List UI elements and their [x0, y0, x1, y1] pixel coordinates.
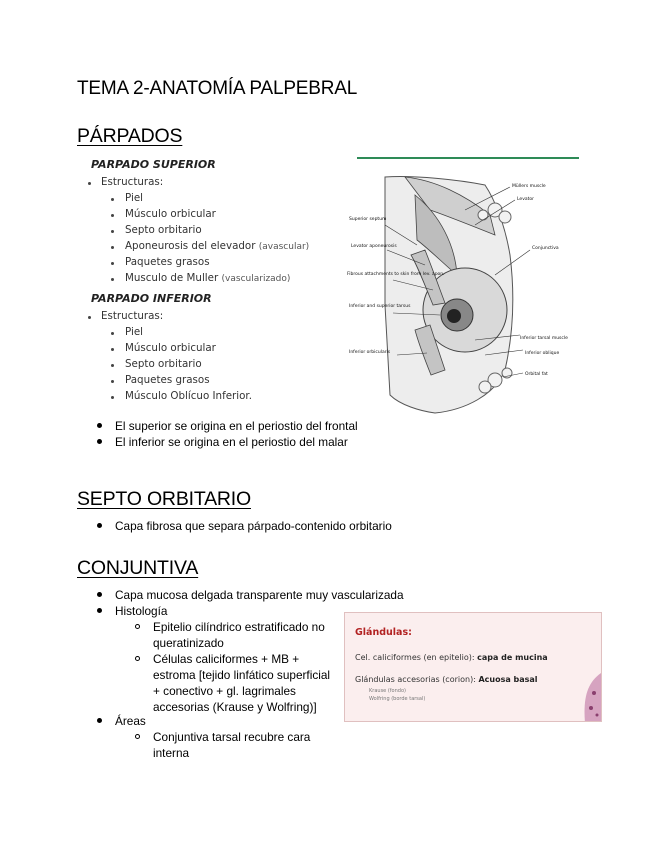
bullet: [88, 182, 91, 185]
histologia-item-2-line3: + conectivo + gl. lagrimales: [153, 684, 296, 698]
label-conjunctiva: Conjunctiva: [532, 246, 559, 251]
bullet: [111, 348, 114, 351]
label-superior-septum: Superior septum: [349, 217, 387, 222]
sub-bullet: [135, 656, 140, 661]
label-inferior-orbicularis: Inferior orbicularis: [349, 350, 391, 355]
label-levator: Levator: [517, 197, 534, 202]
superior-item: Paquetes grasos: [125, 256, 210, 268]
glandulas-line-2: [355, 675, 538, 684]
section-heading-parpados: PÁRPADOS: [77, 125, 183, 147]
glandulas-line-2-text: Glándulas accesorias (corion):: [355, 675, 479, 684]
glandulas-line-3: Krause (fondo): [369, 688, 406, 694]
label-orbital-fat: Orbital fat: [525, 372, 548, 377]
histology-image-corner: [579, 673, 601, 722]
bullet: [97, 592, 102, 597]
label-fibrous: Fibrous attachments to skin from lev. apon.: [347, 272, 445, 277]
superior-item: Músculo orbicular: [125, 208, 216, 220]
glandulas-line-2-bold: Acuosa basal: [478, 675, 538, 684]
label-muller: Müllers muscle: [512, 184, 546, 189]
areas-item-1-line2: interna: [153, 746, 190, 760]
histologia-item-2-line1: Células caliciformes + MB +: [153, 652, 300, 666]
glandulas-title: Glándulas:: [355, 627, 412, 638]
histologia-item-1-line2: queratinizado: [153, 636, 224, 650]
areas-item-1-line1: Conjuntiva tarsal recubre cara: [153, 730, 311, 744]
bullet: [111, 246, 114, 249]
section-heading-septo: SEPTO ORBITARIO: [77, 488, 251, 510]
histologia-item-2-line2: estroma [tejido linfático superficial: [153, 668, 331, 682]
glandulas-line-1-bold: capa de mucina: [477, 653, 548, 662]
estructuras-label: Estructuras:: [101, 176, 164, 188]
bullet: [111, 364, 114, 367]
bullet: [111, 198, 114, 201]
inferior-item: Músculo orbicular: [125, 342, 216, 354]
conjuntiva-bullet-histologia: Histología: [115, 604, 168, 618]
inferior-item: Septo orbitario: [125, 358, 202, 370]
avascular-note: (avascular): [258, 242, 310, 252]
sub-bullet: [135, 624, 140, 629]
superior-heading: PARPADO SUPERIOR: [91, 158, 216, 171]
bullet: [97, 523, 102, 528]
superior-item-text: Aponeurosis del elevador: [125, 240, 256, 252]
label-inferior-tarsal: Inferior tarsal muscle: [520, 336, 568, 341]
glandulas-line-1: [355, 653, 548, 662]
histologia-item-1-line1: Epitelio cilíndrico estratificado no: [153, 620, 325, 634]
bullet: [97, 423, 102, 428]
superior-item-muller: [125, 272, 290, 284]
superior-item: Piel: [125, 192, 144, 204]
bullet: [88, 316, 91, 319]
bullet: [111, 380, 114, 383]
bullet: [111, 332, 114, 335]
bullet: [97, 608, 102, 613]
label-levator-aponeurosis: Levator aponeurosis: [351, 244, 397, 249]
inferior-item: Paquetes grasos: [125, 374, 210, 386]
sub-bullet: [135, 734, 140, 739]
eyelid-anatomy-figure: [345, 155, 581, 417]
inferior-item: Músculo Oblícuo Inferior.: [125, 390, 252, 402]
parpados-bullet-1: El superior se origina en el periostio del frontal: [115, 419, 358, 433]
parpados-bullet-2: El inferior se origina en el periostio del malar: [115, 435, 348, 449]
label-inferior-oblique: Inferior oblique: [525, 351, 560, 356]
inferior-heading: PARPADO INFERIOR: [91, 292, 212, 305]
bullet: [111, 230, 114, 233]
glandulas-line-4: Wolfring (borde tarsal): [369, 696, 426, 702]
septo-bullet-1: Capa fibrosa que separa párpado-contenido orbitario: [115, 519, 392, 533]
bullet: [111, 278, 114, 281]
conjuntiva-bullet-1: Capa mucosa delgada transparente muy vascularizada: [115, 588, 404, 602]
glandulas-line-1-text: Cel. caliciformes (en epitelio):: [355, 653, 478, 662]
superior-item: Septo orbitario: [125, 224, 202, 236]
bullet: [111, 214, 114, 217]
bullet: [97, 439, 102, 444]
conjuntiva-bullet-areas: Áreas: [115, 714, 146, 728]
label-inferior-superior-tarsus: Inferior and superior tarsus: [349, 304, 411, 309]
bullet: [111, 262, 114, 265]
estructuras-label: Estructuras:: [101, 310, 164, 322]
eyelid-cross-section-drawing: [345, 155, 581, 417]
superior-item-text: Musculo de Muller: [125, 272, 219, 284]
histologia-item-2-line4: accesorias (Krause y Wolfring)]: [153, 700, 317, 714]
vascularizado-note: (vascularizado): [221, 274, 291, 284]
section-heading-conjuntiva: CONJUNTIVA: [77, 557, 199, 579]
page-title: TEMA 2-ANATOMÍA PALPEBRAL: [77, 78, 358, 99]
superior-item-aponeurosis: [125, 240, 309, 252]
bullet: [97, 718, 102, 723]
glandulas-slide: [344, 612, 602, 722]
bullet: [111, 396, 114, 399]
inferior-item: Piel: [125, 326, 144, 338]
